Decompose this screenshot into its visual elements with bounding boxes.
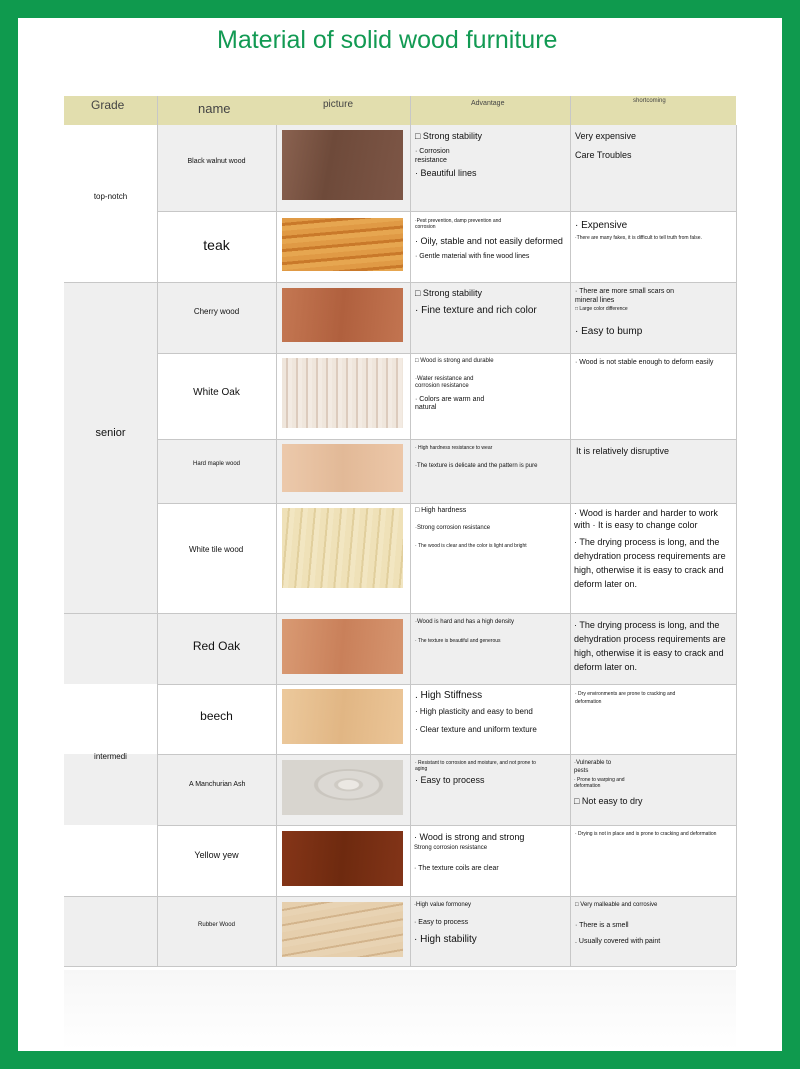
wood-swatch: [282, 130, 403, 200]
wood-swatch: [282, 831, 403, 886]
table-header: [64, 96, 736, 125]
header-name: name: [198, 101, 231, 116]
shortcoming-cell: · Wood is harder and harder to work with · It is easy to change color · The drying process is long, and the dehydration process requirements are high, otherwise it is easy to crack and deform later on.: [574, 508, 726, 589]
advantage-cell: · Resistant to corrosion and moisture, and not prone to aging · Easy to process: [415, 760, 536, 785]
grade-top-notch: top-notch: [93, 192, 128, 201]
wood-swatch: [282, 760, 403, 815]
wood-name: Rubber Wood: [198, 922, 235, 928]
wood-name: teak: [203, 237, 230, 253]
grade-senior: senior: [95, 427, 126, 439]
wood-name: beech: [200, 709, 233, 723]
advantage-cell: □ High hardness ·Strong corrosion resistance · The wood is clear and the color is light and bright: [415, 507, 527, 550]
advantage-cell: □ Strong stability · Corrosion resistance · Beautiful lines: [415, 131, 482, 178]
page-title: Material of solid wood furniture: [217, 26, 558, 54]
wood-swatch: [282, 619, 403, 674]
header-grade: Grade: [91, 98, 125, 112]
wood-swatch: [282, 902, 403, 957]
wood-name: Yellow yew: [194, 850, 239, 860]
shortcoming-cell: □ Very malleable and corrosive · There is a smell . Usually covered with paint: [575, 902, 661, 946]
shortcoming-cell: · There are more small scars on mineral lines □ Large color difference · Easy to bump: [575, 288, 675, 337]
header-picture: picture: [323, 99, 354, 110]
wood-name: Hard maple wood: [192, 461, 241, 467]
wood-name: A Manchurian Ash: [189, 781, 246, 788]
shortcoming-cell: · Dry environments are prone to cracking and deformation: [575, 691, 676, 705]
wood-swatch: [282, 358, 403, 428]
advantage-cell: ·High value formoney · Easy to process · High stability: [414, 902, 477, 946]
header-advantage: Advantage: [471, 100, 505, 107]
table-reflection: [64, 970, 736, 1050]
advantage-cell: . High Stiffness · High plasticity and easy to bend · Clear texture and uniform texture: [415, 690, 537, 734]
wood-swatch: [282, 508, 403, 588]
advantage-cell: · High hardness resistance to wear ·The texture is delicate and the pattern is pure: [415, 445, 538, 470]
shortcoming-cell: · Wood is not stable enough to deform easily: [575, 359, 714, 366]
header-shortcoming: shortcoming: [633, 98, 666, 104]
wood-swatch: [282, 218, 403, 271]
wood-swatch: [282, 288, 403, 342]
wood-name: White tile wood: [189, 545, 244, 554]
shortcoming-cell: ·Vulnerable to pests · Prone to warping and deformation □ Not easy to dry: [574, 760, 643, 806]
shortcoming-cell: · Expensive ·There are many fakes, it is difficult to tell truth from false.: [575, 220, 702, 241]
page: [18, 18, 782, 1051]
advantage-cell: · Wood is strong and strong Strong corrosion resistance · The texture coils are clear: [414, 832, 525, 872]
wood-name: Red Oak: [192, 639, 241, 653]
grade-intermedi: intermedi: [94, 752, 127, 761]
wood-swatch: [282, 689, 403, 744]
advantage-cell: □ Wood is strong and durable ·Water resistance and corrosion resistance · Colors are warm and natural: [415, 358, 494, 412]
advantage-cell: ·Wood is hard and has a high density · The texture is beautiful and generous: [415, 619, 514, 644]
wood-name: Black walnut wood: [187, 158, 246, 165]
shortcoming-cell: · The drying process is long, and the dehydration process requirements are high, otherwise it is easy to crack and deform later on.: [574, 620, 726, 672]
wood-name: White Oak: [193, 387, 240, 398]
shortcoming-cell: Very expensive Care Troubles: [575, 131, 637, 161]
shortcoming-cell: · Drying is not in place and is prone to cracking and deformation: [575, 831, 717, 837]
advantage-cell: ·Pest prevention, damp prevention and corrosion · Oily, stable and not easily deformed · Gentle material with fine wood lines: [415, 218, 563, 260]
advantage-cell: □ Strong stability · Fine texture and rich color: [415, 288, 537, 317]
wood-swatch: [282, 444, 403, 492]
shortcoming-cell: It is relatively disruptive: [576, 446, 670, 456]
wood-name: Cherry wood: [193, 307, 240, 316]
